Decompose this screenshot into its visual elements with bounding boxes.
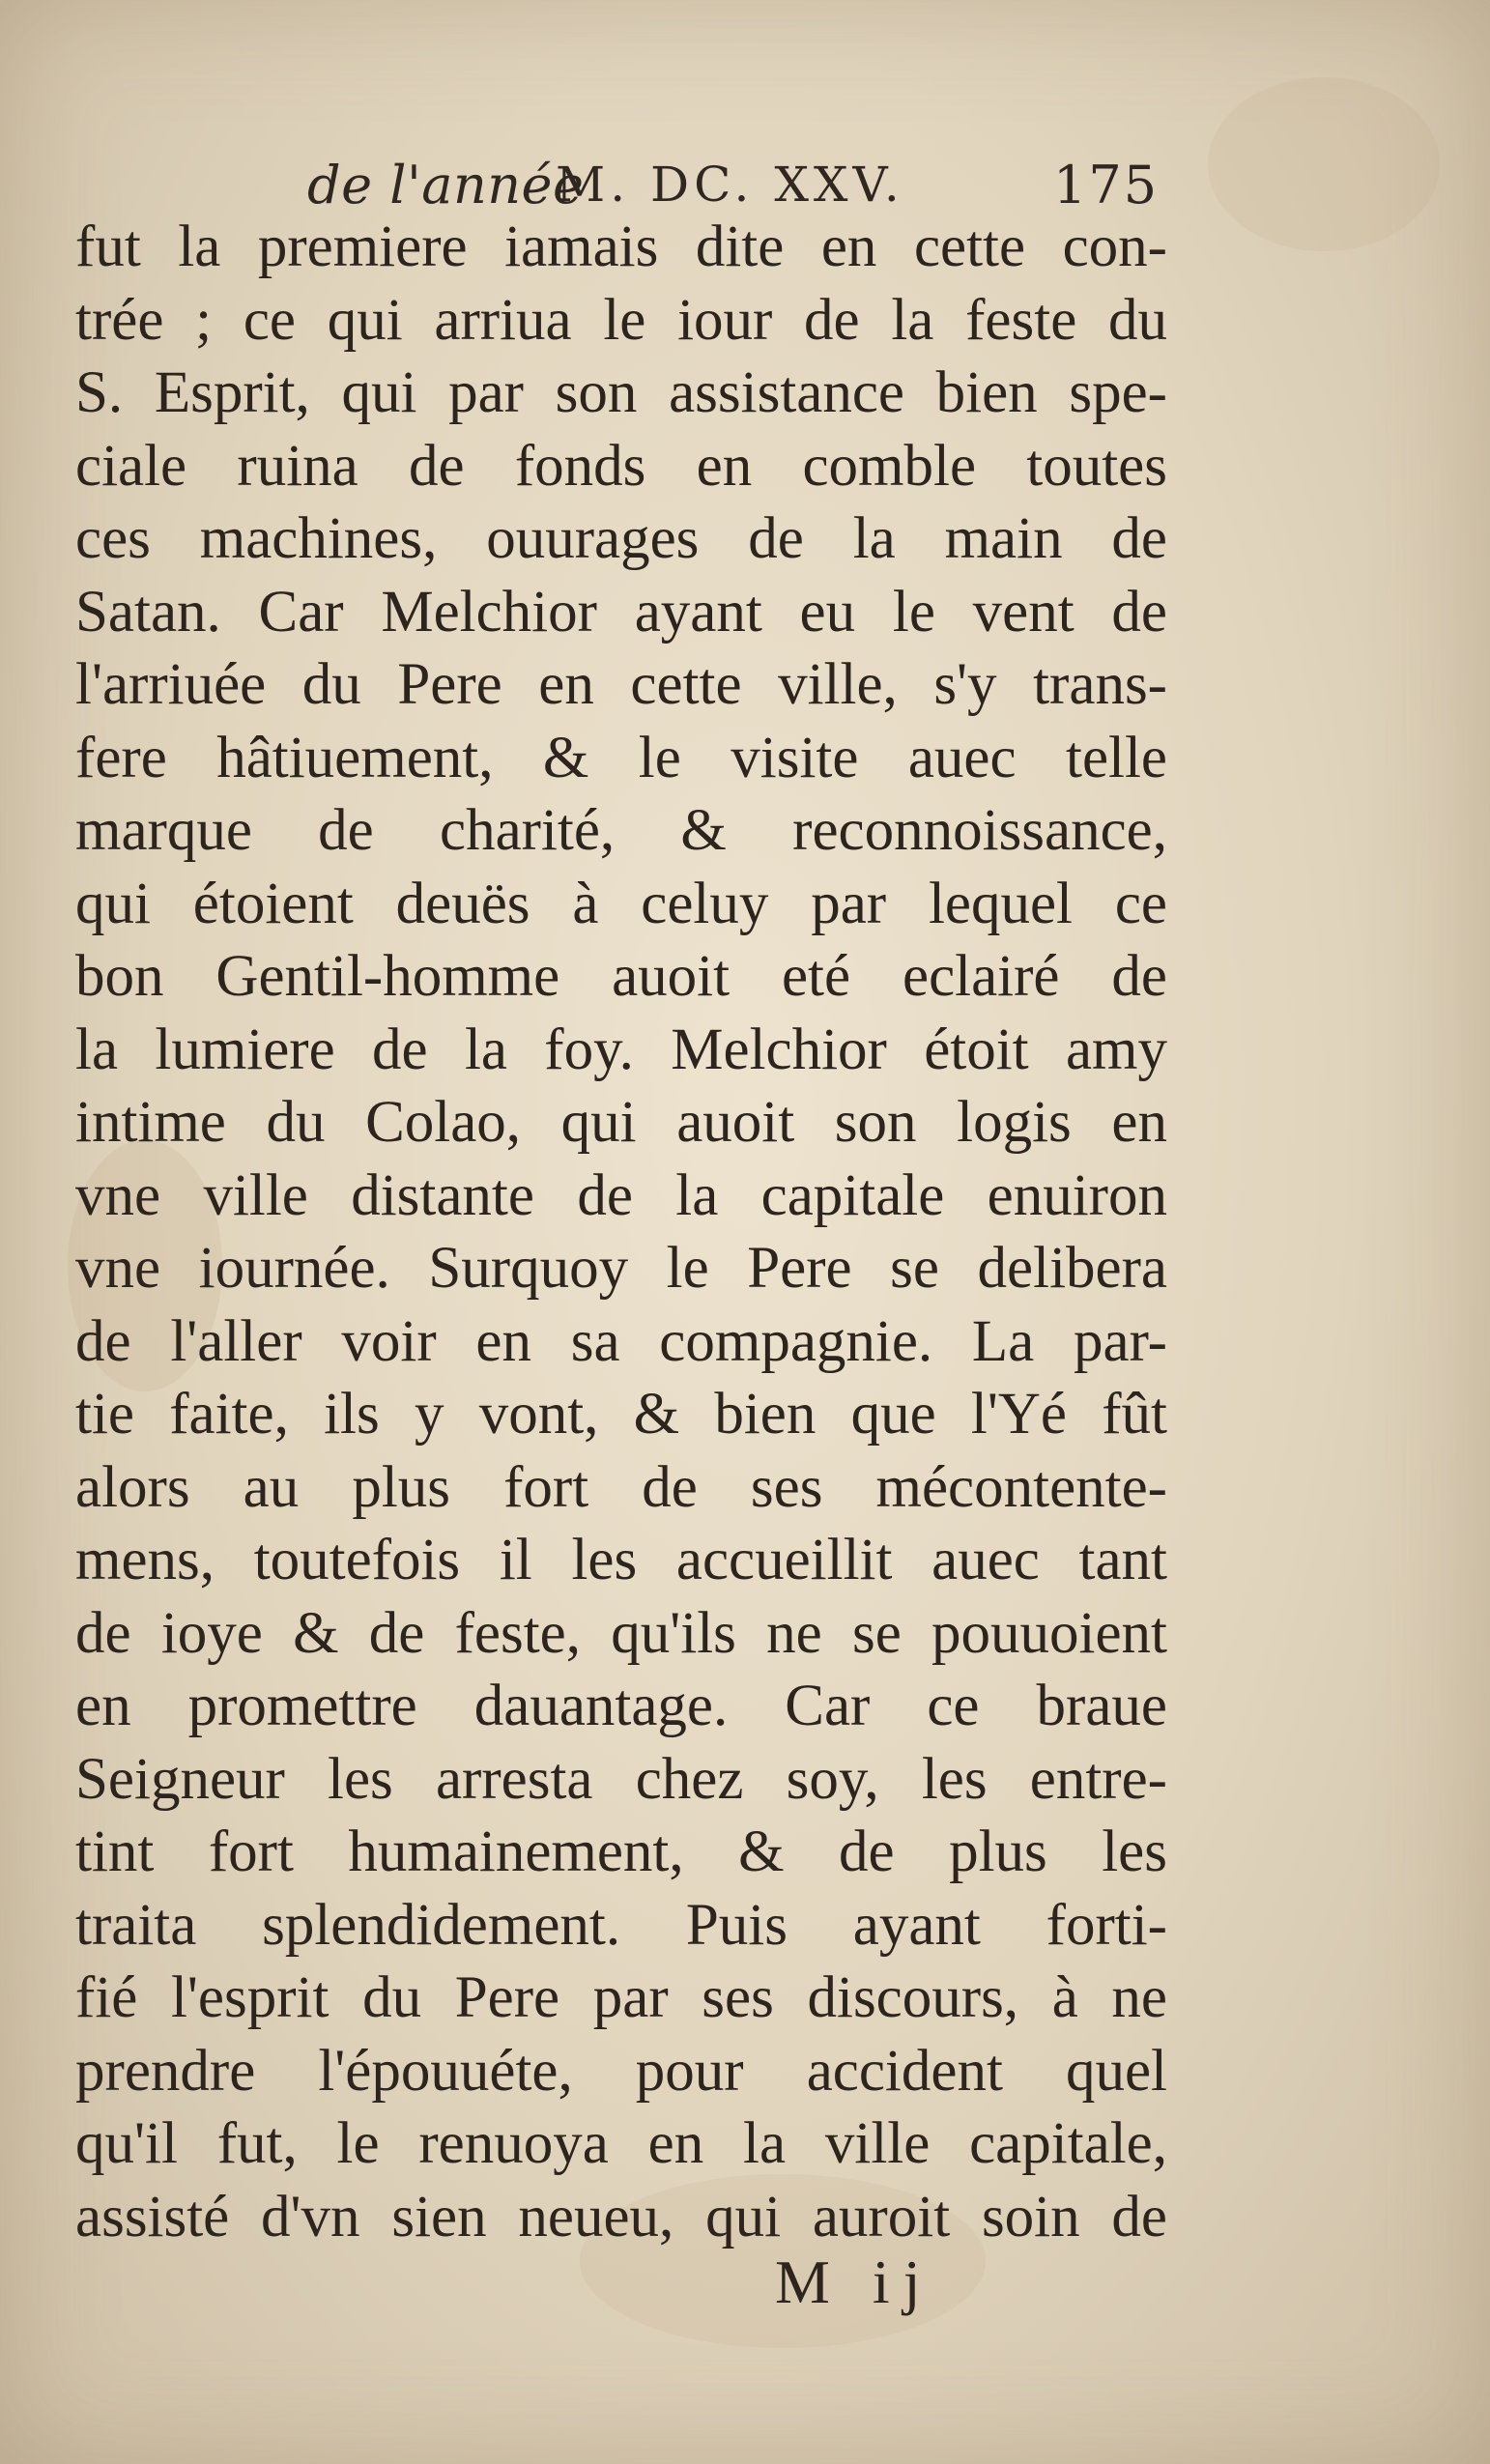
text-line: marque de charité, & reconnoissance, [75,798,1167,863]
running-head-year: M. DC. XXV. [556,157,904,213]
text-line: en promettre dauantage. Car ce braue [75,1674,1167,1738]
text-line: tie faite, ils y vont, & bien que l'Yé fût [75,1382,1167,1447]
text-line: fié l'esprit du Pere par ses discours, à ne [75,1965,1167,2030]
text-line: fut la premiere iamais dite en cette con- [75,215,1167,279]
text-line: assisté d'vn sien neueu, qui auroit soin de [75,2184,1167,2249]
text-line: ces machines, ouurages de la main de [75,506,1167,571]
text-line: bon Gentil-homme auoit eté eclairé de [75,944,1167,1009]
text-line: de ioye & de feste, qu'ils ne se pouuoient [75,1600,1167,1666]
text-line: trée ; ce qui arriua le iour de la feste du [75,287,1167,353]
text-line: vne ville distante de la capitale enuiron [75,1162,1167,1228]
running-head-title: de l'année [307,155,585,215]
text-line: Seigneur les arresta chez soy, les entre- [75,1746,1167,1812]
text-line: vne iournée. Surquoy le Pere se delibera [75,1236,1167,1301]
text-line: la lumiere de la foy. Melchior étoit amy [75,1017,1167,1082]
text-line: mens, toutefois il les accueillit auec tant [75,1528,1167,1592]
page-number: 175 [1053,155,1160,215]
text-line: de l'aller voir en sa compagnie. La par- [75,1308,1167,1374]
text-line: ciale ruina de fonds en comble toutes [75,433,1167,499]
text-line: Satan. Car Melchior ayant eu le vent de [75,579,1167,645]
text-line: traita splendidement. Puis ayant forti- [75,1892,1167,1958]
text-line: S. Esprit, qui par son assistance bien spe- [75,360,1167,425]
signature-mark: M ij [775,2248,934,2316]
text-line: intime du Colao, qui auoit son logis en [75,1090,1167,1155]
text-line: qu'il fut, le renuoya en la ville capitale, [75,2111,1167,2176]
body-text [75,211,1167,2253]
text-line: prendre l'épouuéte, pour accident quel [75,2038,1167,2104]
text-line: qui étoient deuës à celuy par lequel ce [75,871,1167,936]
text-line: alors au plus fort de ses mécontente- [75,1454,1167,1520]
text-line: tint fort humainement, & de plus les [75,1819,1167,1884]
text-line: fere hâtiuement, & le visite auec telle [75,725,1167,790]
text-line: l'arriuée du Pere en cette ville, s'y trans- [75,652,1167,717]
